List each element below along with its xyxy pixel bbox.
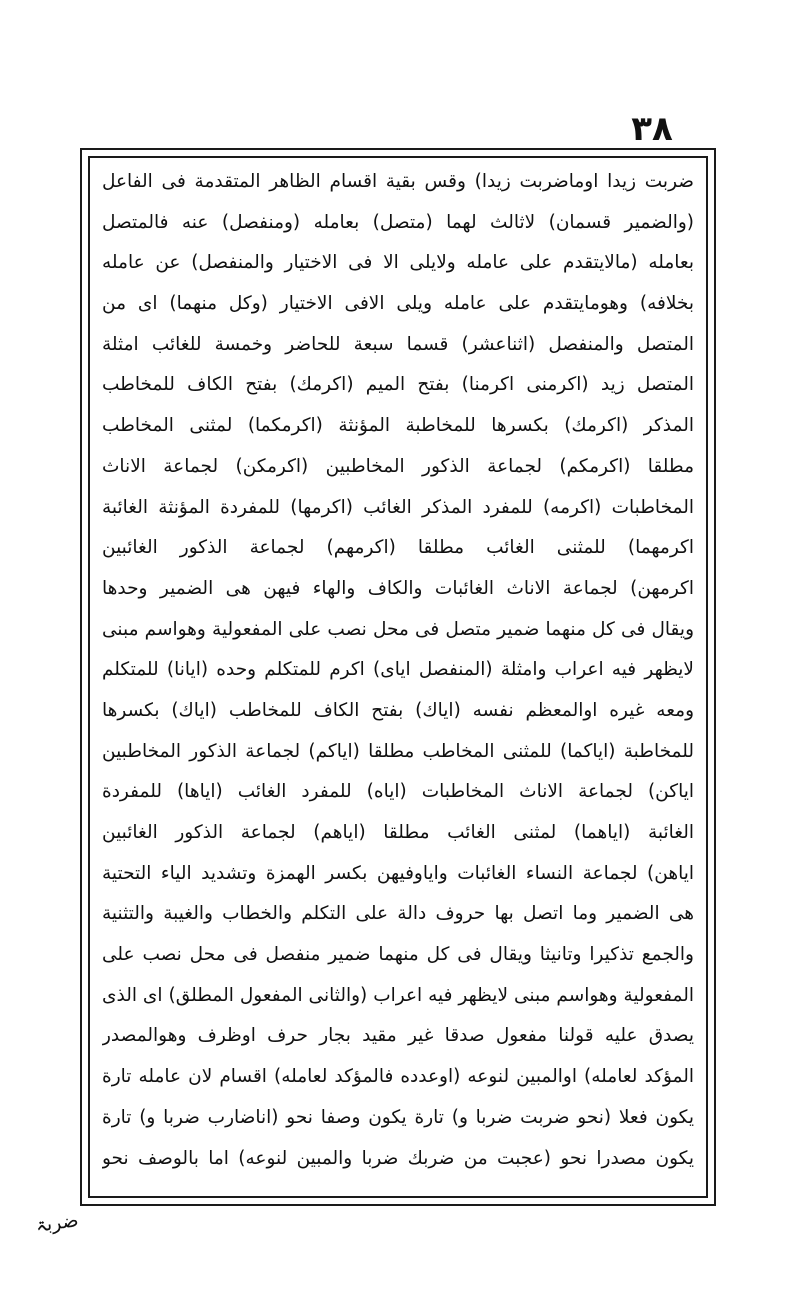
text-line-15: للمخاطبة (اياكما) للمثنى المخاطب مطلقا (اياكم) لجماعة الذكور المخاطبين	[102, 740, 694, 762]
text-line-3: بعامله (مالايتقدم على عامله ولايلى الا فى الاختيار والمنفصل) عن عامله	[102, 252, 694, 274]
text-line-18: اياهن) لجماعة النساء الغائبات واياوفيهن بكسر الهمزة وتشديد الياء التحتية	[102, 862, 694, 884]
text-line-8: مطلقا (اكرمكم) لجماعة الذكور المخاطبين (اكرمكن) لجماعة الاناث	[102, 455, 694, 477]
text-line-22: يصدق عليه قولنا مفعول صدقا غير مقيد بجار حرف اوظرف وهوالمصدر	[102, 1025, 694, 1047]
text-line-4: بخلافه) وهومايتقدم على عامله ويلى الافى الاختيار (وكل منهما) اى من	[102, 293, 694, 315]
text-line-11: اكرمهن) لجماعة الاناث الغائبات والكاف والهاء فيهن هى الضمير وحدها	[102, 577, 694, 599]
catchword: ضربۃ	[34, 1209, 80, 1237]
text-line-6: المتصل زيد (اكرمنى اكرمنا) بفتح الميم (اكرمك) بفتح الكاف للمخاطب	[102, 374, 694, 396]
text-line-24: يكون فعلا (نحو ضربت ضربا و) تارة يكون وصفا نحو (اناضارب ضربا و) تارة	[102, 1106, 694, 1128]
text-line-14: ومعه غيره اوالمعظم نفسه (اياك) بفتح الكاف للمخاطب (اياك) بكسرها	[102, 699, 694, 721]
text-line-17: الغائبة (اياهما) لمثنى الغائب مطلقا (اياهم) لجماعة الذكور الغائبين	[102, 822, 694, 843]
text-line-12: ويقال فى كل منهما ضمير متصل فى محل نصب على المفعولية وهواسم مبنى	[102, 618, 694, 640]
text-line-23: المؤكد لعامله) اوالمبين لنوعه (اوعدده فالمؤكد لعامله) اقسام لان عامله تارة	[102, 1066, 694, 1088]
text-line-21: المفعولية وهواسم مبنى لايظهر فيه اعراب (والثانى المفعول المطلق) اى الذى	[102, 984, 694, 1006]
text-line-2: (والضمير قسمان) لاثالث لهما (متصل) بعامله (ومنفصل) عنه فالمتصل	[102, 211, 694, 233]
text-line-5: المتصل والمنفصل (اثناعشر) قسما سبعة للحاضر وخمسة للغائب امثلة	[102, 333, 694, 355]
text-line-16: اياكن) لجماعة الاناث المخاطبات (اياه) للمفرد الغائب (اياها) للمفردة	[102, 781, 694, 803]
text-body	[88, 162, 708, 1202]
text-line-25: يكون مصدرا نحو (عجبت من ضربك ضربا والمبين لنوعه) اما بالوصف نحو	[102, 1147, 694, 1169]
text-line-7: المذكر (اكرمك) بكسرها للمخاطبة المؤنثة (اكرمكما) لمثنى المخاطب	[102, 415, 694, 437]
page-number: ٣٨	[631, 109, 673, 149]
text-line-10: اكرمهما) للمثنى الغائب مطلقا (اكرمهم) لجماعة الذكور الغائبين	[102, 537, 694, 559]
text-line-9: المخاطبات (اكرمه) للمفرد المذكر الغائب (اكرمها) للمفردة المؤنثة الغائبة	[102, 496, 694, 518]
text-line-20: والجمع تذكيرا وتانيثا ويقال فى كل منهما ضمير منفصل فى محل نصب على	[102, 944, 694, 966]
text-line-19: هى الضمير وما اتصل بها حروف دالة على التكلم والخطاب والغيبة والتثنية	[102, 903, 694, 925]
text-line-13: لايظهر فيه اعراب وامثلة (المنفصل اياى) اكرم للمتكلم وحده (ايانا) للمتكلم	[102, 659, 694, 681]
text-line-1: ضربت زيدا اوماضربت زيدا) وقس بقية اقسام الظاهر المتقدمة فى الفاعل	[102, 171, 694, 192]
